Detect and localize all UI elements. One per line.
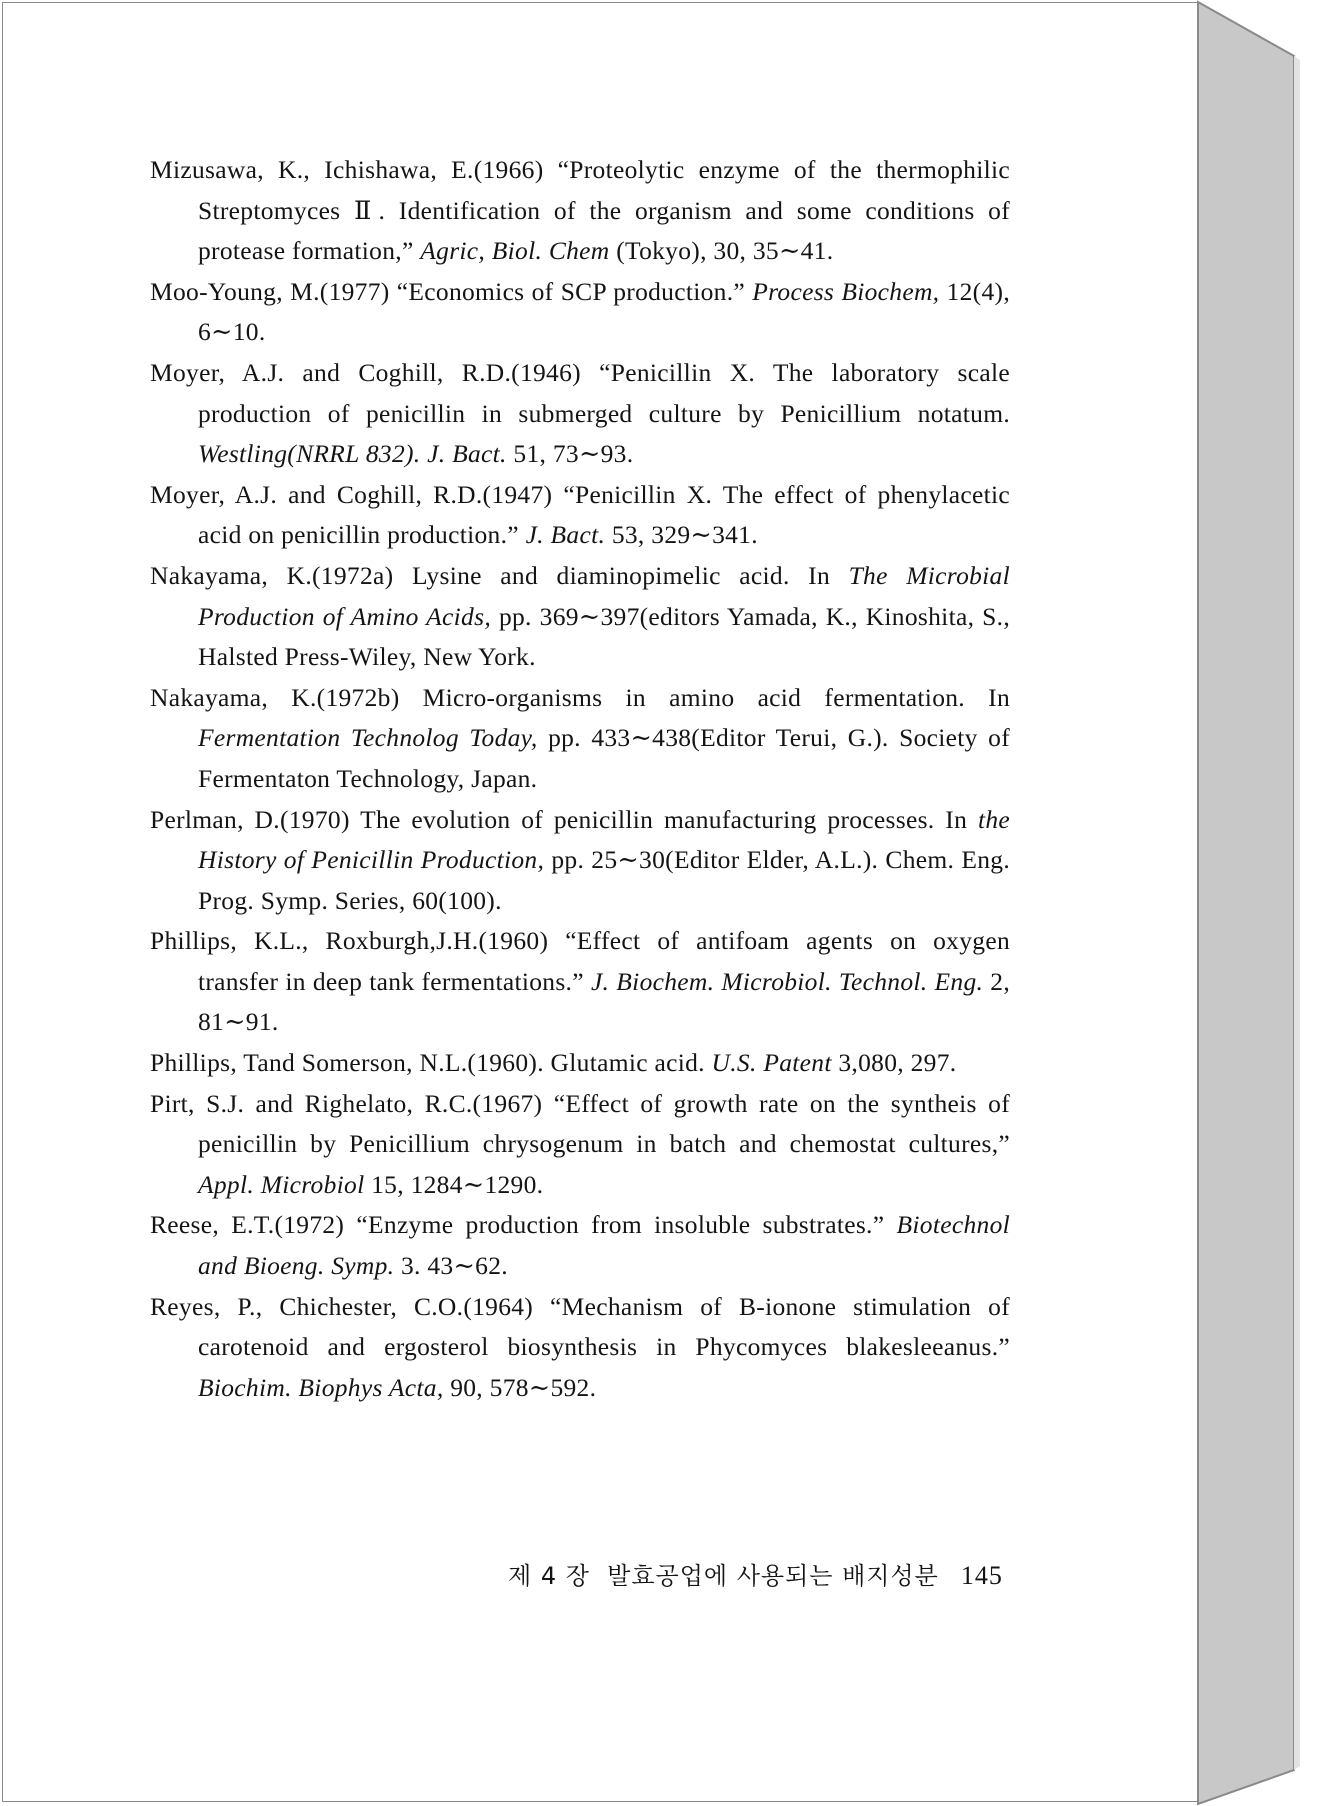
- reference-details: 53, 329∼341.: [605, 520, 758, 550]
- reference-entry: [150, 1043, 1010, 1084]
- reference-journal: U.S. Patent: [711, 1048, 832, 1078]
- reference-details: 51, 73∼93.: [506, 439, 634, 469]
- reference-details: pp. 25∼30(Editor Elder, A.L.). Chem. Eng. Prog. Symp. Series, 60(100).: [198, 845, 1010, 915]
- reference-entry: [150, 1287, 1010, 1409]
- reference-text: Moyer, A.J. and Coghill, R.D.(1947) “Penicillin X. The effect of phenylacetic acid on penicillin production.”: [150, 479, 1010, 550]
- reference-entry: [150, 556, 1010, 678]
- reference-journal: Westling(NRRL 832). J. Bact.: [198, 439, 507, 469]
- reference-journal: Appl. Microbiol: [198, 1169, 365, 1199]
- reference-journal: J. Bact.: [525, 520, 606, 550]
- reference-details: pp. 433∼438(Editor Terui, G.). Society of Fermentaton Technology, Japan.: [198, 723, 1011, 793]
- reference-entry: [150, 1205, 1010, 1286]
- reference-details: 3,080, 297.: [831, 1048, 957, 1078]
- reference-journal: Agric, Biol. Chem: [420, 236, 610, 266]
- reference-entry: [150, 475, 1010, 556]
- reference-details: 3. 43∼62.: [394, 1251, 508, 1281]
- reference-details: pp. 369∼397(editors Yamada, K., Kinoshita, S., Halsted Press-Wiley, New York.: [198, 601, 1011, 672]
- reference-details: 90, 578∼592.: [443, 1372, 597, 1402]
- reference-text: Pirt, S.J. and Righelato, R.C.(1967) “Effect of growth rate on the syntheis of penicillin by Penicillium chrysogenum in batch and chemostat cultures,”: [150, 1088, 1010, 1159]
- reference-journal: Biotechnol and Bioeng. Symp.: [198, 1210, 1010, 1281]
- reference-journal: Biochim. Biophys Acta,: [198, 1372, 444, 1402]
- spine-face: [1198, 2, 1294, 1804]
- reference-text: Moyer, A.J. and Coghill, R.D.(1946) “Penicillin X. The laboratory scale production of penicillin in submerged culture by Penicillium notatum.: [150, 357, 1010, 428]
- page-number: 145: [960, 1561, 1003, 1590]
- reference-entry: [150, 678, 1010, 800]
- reference-entry: [150, 1084, 1010, 1206]
- reference-text: Reese, E.T.(1972) “Enzyme production from insoluble substrates.”: [150, 1210, 897, 1240]
- reference-journal: J. Biochem. Microbiol. Technol. Eng.: [590, 966, 984, 996]
- reference-list: [150, 150, 1010, 1408]
- reference-entry: [150, 921, 1010, 1043]
- reference-journal: Process Biochem,: [752, 276, 940, 306]
- reference-text: Nakayama, K.(1972b) Micro-organisms in amino acid fermentation. In: [150, 682, 1010, 712]
- reference-text: Nakayama, K.(1972a) Lysine and diaminopimelic acid. In: [150, 560, 849, 590]
- page-footer: [508, 1556, 1003, 1591]
- reference-entry: [150, 272, 1010, 353]
- reference-text: Moo-Young, M.(1977) “Economics of SCP production.”: [150, 276, 753, 306]
- spine-highlight: [1294, 56, 1300, 1770]
- reference-text: Phillips, K.L., Roxburgh,J.H.(1960) “Effect of antifoam agents on oxygen transfer in deep tank fermentations.”: [150, 926, 1010, 996]
- reference-journal: The Microbial Production of Amino Acids,: [198, 560, 1010, 631]
- reference-journal: Fermentation Technolog Today,: [198, 723, 538, 753]
- reference-details: 2, 81∼91.: [198, 966, 1010, 1037]
- reference-journal: the History of Penicillin Production,: [198, 804, 1010, 875]
- reference-details: 12(4), 6∼10.: [198, 276, 1010, 347]
- reference-details: (Tokyo), 30, 35∼41.: [609, 236, 834, 266]
- reference-details: 15, 1284∼1290.: [364, 1169, 544, 1199]
- reference-entry: [150, 150, 1010, 272]
- reference-text: Phillips, Tand Somerson, N.L.(1960). Glutamic acid.: [150, 1048, 712, 1078]
- reference-text: Mizusawa, K., Ichishawa, E.(1966) “Proteolytic enzyme of the thermophilic Streptomyces Ⅱ. Identification of the organism and some conditions of protease formation,”: [150, 155, 1010, 266]
- chapter-title: 제 4 장 발효공업에 사용되는 배지성분: [508, 1562, 939, 1590]
- reference-entry: [150, 353, 1010, 475]
- reference-text: Reyes, P., Chichester, C.O.(1964) “Mechanism of B-ionone stimulation of carotenoid and ergosterol biosynthesis in Phycomyces blakesleeanus.”: [150, 1291, 1010, 1362]
- reference-text: Perlman, D.(1970) The evolution of penicillin manufacturing processes. In: [150, 804, 978, 834]
- reference-entry: [150, 800, 1010, 922]
